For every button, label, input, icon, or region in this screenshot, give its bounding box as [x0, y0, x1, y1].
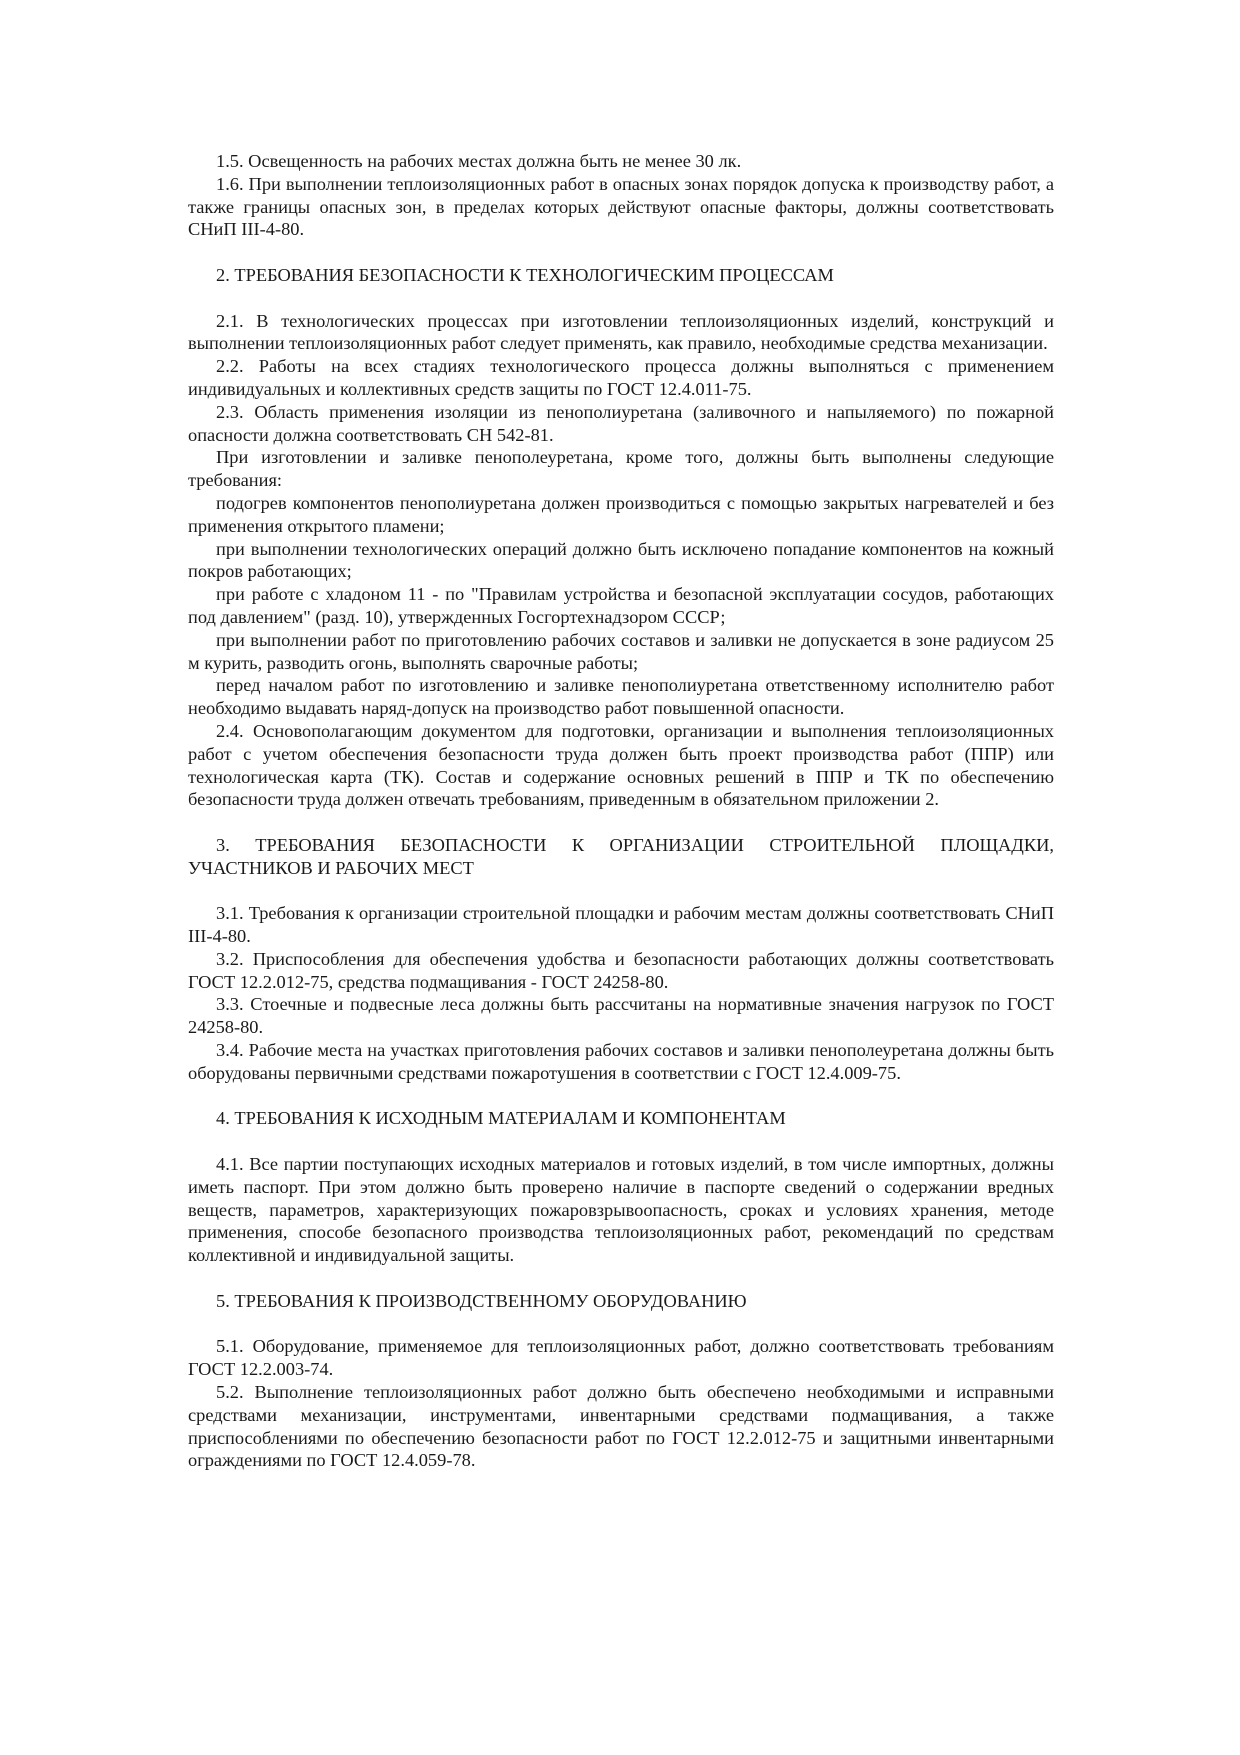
document-page — [188, 150, 1054, 1472]
paragraph-2-1: 2.1. В технологических процессах при изготовлении теплоизоляционных изделий, конструкций и выполнении теплоизоляционных работ следует применять, как правило, необходимые средства механизации. — [188, 310, 1054, 354]
paragraph-1-5: 1.5. Освещенность на рабочих местах должна быть не менее 30 лк. — [216, 151, 742, 171]
paragraph-3-1: 3.1. Требования к организации строительной площадки и рабочим местам должны соответствовать СНиП III-4-80. — [188, 903, 1054, 947]
spacer — [188, 1313, 1054, 1336]
spacer — [188, 1085, 1054, 1108]
section-heading-3: 3. ТРЕБОВАНИЯ БЕЗОПАСНОСТИ К ОРГАНИЗАЦИИ СТРОИТЕЛЬНОЙ ПЛОЩАДКИ, УЧАСТНИКОВ И РАБОЧИХ МЕСТ — [188, 834, 1054, 878]
paragraph-3-2: 3.2. Приспособления для обеспечения удобства и безопасности работающих должны соответствовать ГОСТ 12.2.012-75, средства подмащивания - ГОСТ 24258-80. — [188, 948, 1054, 992]
spacer — [188, 1267, 1054, 1290]
paragraph-3-4: 3.4. Рабочие места на участках приготовления рабочих составов и заливки пенополеуретана должны быть оборудованы первичными средствами пожаротушения в соответствии с ГОСТ 12.4.009-75. — [188, 1040, 1054, 1083]
spacer — [188, 287, 1054, 310]
requirement-item: подогрев компонентов пенополиуретана должен производиться с помощью закрытых нагревателей и без применения открытого пламени; — [188, 492, 1054, 536]
spacer — [188, 241, 1054, 264]
paragraph-5-2: 5.2. Выполнение теплоизоляционных работ должно быть обеспечено необходимыми и исправными средствами механизации, инструментами, инвентарными средствами подмащивания, а также приспособлениями по обеспечению безопасности работ по ГОСТ 12.2.012-75 и защитными инвентарными ограждениями по ГОСТ 12.4.059-78. — [188, 1382, 1054, 1471]
paragraph-4-1: 4.1. Все партии поступающих исходных материалов и готовых изделий, в том числе импортных, должны иметь паспорт. При этом должно быть проверено наличие в паспорте сведений о содержании вредных веществ, параметров, характеризующих пожаровзрывоопасность, сроках и условиях хранения, методе применения, способе безопасного производства теплоизоляционных работ, рекомендаций по средствам коллективной и индивидуальной защиты. — [188, 1154, 1054, 1266]
spacer — [188, 880, 1054, 903]
paragraph-2-3: 2.3. Область применения изоляции из пенополиуретана (заливочного и напыляемого) по пожарной опасности должна соответствовать СН 542-81. — [188, 401, 1054, 445]
paragraph-5-1: 5.1. Оборудование, применяемое для теплоизоляционных работ, должно соответствовать требованиям ГОСТ 12.2.003-74. — [188, 1336, 1054, 1380]
requirement-item: при работе с хладоном 11 - по "Правилам устройства и безопасной эксплуатации сосудов, работающих под давлением" (разд. 10), утвержденных Госгортехнадзором СССР; — [188, 584, 1054, 627]
requirement-item: при выполнении технологических операций должно быть исключено попадание компонентов на кожный покров работающих; — [188, 538, 1054, 582]
paragraph-2-2: 2.2. Работы на всех стадиях технологического процесса должны выполняться с применением индивидуальных и коллективных средств защиты по ГОСТ 12.4.011-75. — [188, 356, 1054, 399]
spacer — [188, 811, 1054, 834]
paragraph-2-4: 2.4. Основополагающим документом для подготовки, организации и выполнения теплоизоляционных работ с учетом обеспечения безопасности труда должен быть проект производства работ (ППР) или технологическая карта (ТК). Состав и содержание основных решений в ППР и ТК по обеспечению безопасности труда должен отвечать требованиям, приведенным в обязательном приложении 2. — [188, 720, 1054, 810]
paragraph-1-6: 1.6. При выполнении теплоизоляционных работ в опасных зонах порядок допуска к производству работ, а также границы опасных зон, в пределах которых действуют опасные факторы, должны соответствовать СНиП III-4-80. — [188, 173, 1054, 240]
requirement-item: перед началом работ по изготовлению и заливке пенополиуретана ответственному исполнителю работ необходимо выдавать наряд-допуск на производство работ повышенной опасности. — [188, 675, 1054, 719]
section-heading-5: 5. ТРЕБОВАНИЯ К ПРОИЗВОДСТВЕННОМУ ОБОРУДОВАНИЮ — [216, 1290, 747, 1311]
section-heading-2: 2. ТРЕБОВАНИЯ БЕЗОПАСНОСТИ К ТЕХНОЛОГИЧЕСКИМ ПРОЦЕССАМ — [216, 264, 834, 285]
paragraph-3-3: 3.3. Стоечные и подвесные леса должны быть рассчитаны на нормативные значения нагрузок по ГОСТ 24258-80. — [188, 994, 1054, 1038]
spacer — [188, 1130, 1054, 1153]
section-heading-4: 4. ТРЕБОВАНИЯ К ИСХОДНЫМ МАТЕРИАЛАМ И КОМПОНЕНТАМ — [216, 1108, 786, 1129]
paragraph-requirements-intro: При изготовлении и заливке пенополеуретана, кроме того, должны быть выполнены следующие требования: — [188, 447, 1054, 491]
requirement-item: при выполнении работ по приготовлению рабочих составов и заливки не допускается в зоне радиусом 25 м курить, разводить огонь, выполнять сварочные работы; — [188, 629, 1054, 673]
